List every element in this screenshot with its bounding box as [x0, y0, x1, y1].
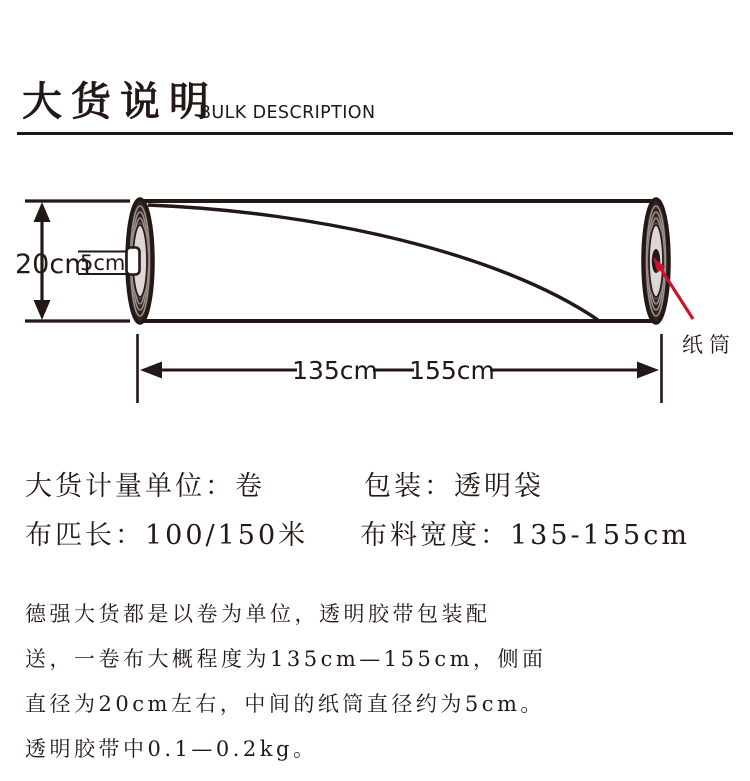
width-dimension: [138, 334, 662, 403]
tube-diameter-callout: [78, 251, 127, 275]
spec-unit: 大货计量单位：卷: [25, 471, 265, 502]
height-dimension-label: 20cm: [15, 249, 91, 280]
page-title-chinese: 大货说明: [22, 78, 218, 125]
tube-diameter-label: 5cm: [80, 251, 126, 275]
fabric-edge-curve: [148, 205, 598, 320]
paper-tube-end: [127, 248, 140, 275]
description-line: 直径为20cm左右，中间的纸筒直径约为5cm。: [25, 692, 545, 716]
spec-length: 布匹长：100/150米: [25, 520, 309, 551]
title-underline: [17, 132, 733, 135]
description-line: 送，一卷布大概程度为135cm—155cm，侧面: [25, 647, 547, 671]
description-line: 透明胶带中0.1—0.2kg。: [25, 737, 318, 761]
spec-packaging: 包装：透明袋: [364, 471, 544, 502]
page-title-english: BULK DESCRIPTION: [199, 103, 376, 123]
fabric-roll-diagram: [0, 165, 750, 410]
spec-width: 布料宽度：135-155cm: [360, 520, 690, 551]
description-paragraph: [25, 592, 547, 772]
description-line: 德强大货都是以卷为单位，透明胶带包装配: [25, 602, 491, 626]
width-dimension-label-right: 155cm: [409, 356, 495, 385]
roll-end-left: [127, 199, 154, 323]
width-dimension-label-left: 135cm: [292, 356, 378, 385]
roll-body: [140, 201, 656, 321]
paper-tube-annotation: 纸筒: [682, 333, 736, 357]
